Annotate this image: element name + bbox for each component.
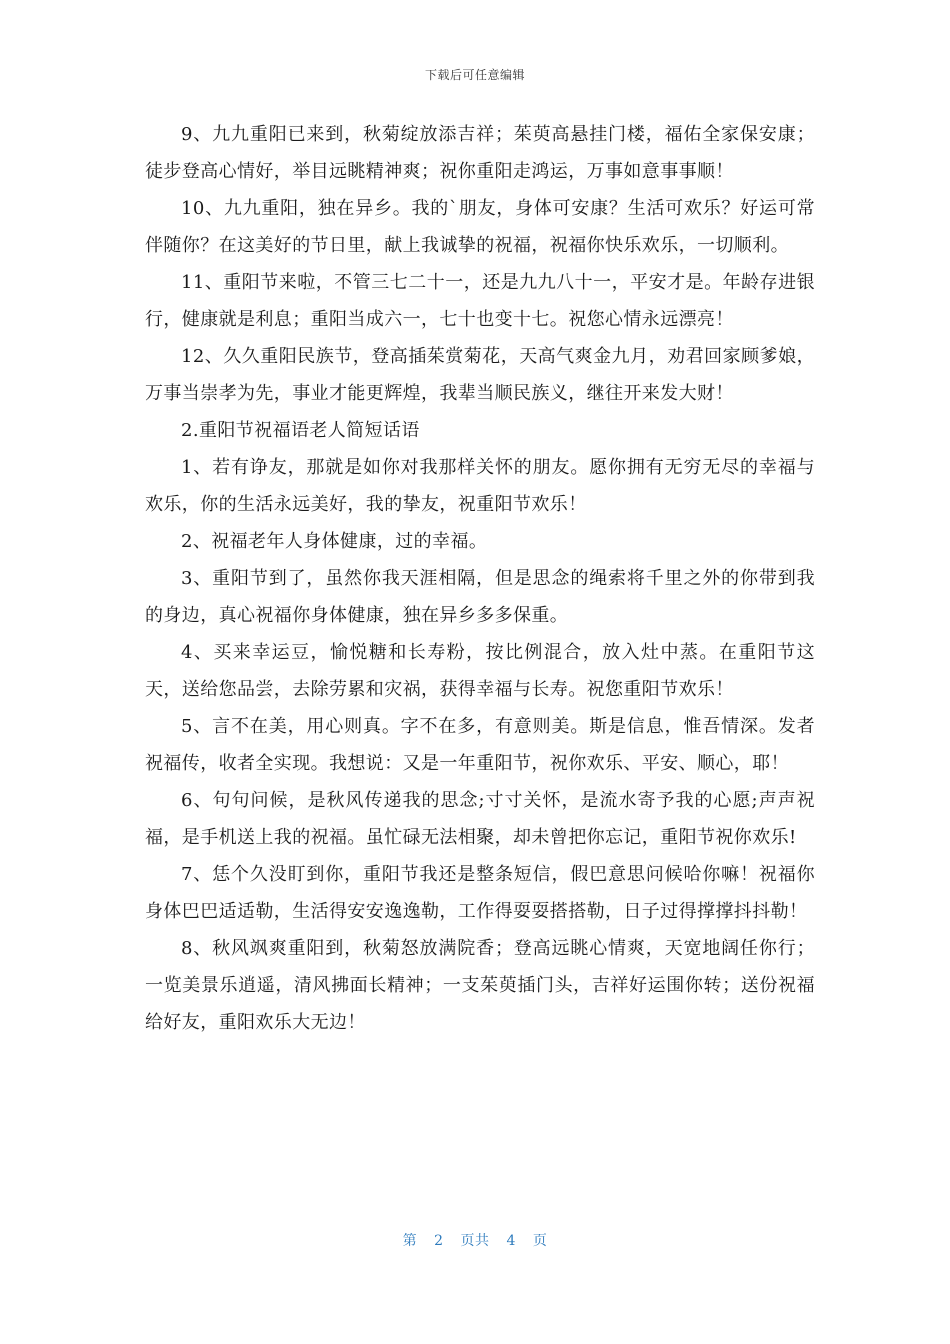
paragraph: 1、若有诤友，那就是如你对我那样关怀的朋友。愿你拥有无穷无尽的幸福与欢乐，你的生活永远美好，我的挚友，祝重阳节欢乐！ <box>145 457 815 515</box>
paragraph: 2、祝福老年人身体健康，过的幸福。 <box>181 531 488 552</box>
paragraph: 5、言不在美，用心则真。字不在多，有意则美。斯是信息，惟吾情深。发者祝福传，收者全实现。我想说：又是一年重阳节，祝你欢乐、平安、顺心，耶！ <box>145 716 815 774</box>
footer-prefix: 第 <box>402 1233 418 1249</box>
document-body <box>145 116 815 1041</box>
footer-middle: 页共 <box>460 1233 490 1249</box>
current-page-number: 2 <box>434 1233 444 1249</box>
paragraph: 3、重阳节到了，虽然你我天涯相隔，但是思念的绳索将千里之外的你带到我的身边，真心祝福你身体健康，独在异乡多多保重。 <box>145 568 815 626</box>
paragraph: 7、恁个久没盯到你，重阳节我还是整条短信，假巴意思问候哈你嘛！祝福你身体巴巴适适勒，生活得安安逸逸勒，工作得耍耍搭搭勒，日子过得撑撑抖抖勒！ <box>145 864 815 922</box>
paragraph: 12、久久重阳民族节，登高插茱赏菊花，天高气爽金九月，劝君回家顾爹娘，万事当崇孝为先，事业才能更辉煌，我辈当顺民族义，继往开来发大财！ <box>145 346 815 404</box>
page-header: 下载后可任意编辑 <box>424 68 525 82</box>
paragraph: 8、秋风飒爽重阳到，秋菊怒放满院香；登高远眺心情爽，天宽地阔任你行；一览美景乐逍遥，清风拂面长精神；一支茱萸插门头，吉祥好运围你转；送份祝福给好友，重阳欢乐大无边！ <box>145 938 815 1033</box>
page-footer <box>0 1230 950 1250</box>
total-page-number: 4 <box>506 1233 516 1249</box>
paragraph: 10、九九重阳，独在异乡。我的`朋友，身体可安康？生活可欢乐？好运可常伴随你？在这美好的节日里，献上我诚挚的祝福，祝福你快乐欢乐，一切顺利。 <box>145 198 815 256</box>
paragraph: 11、重阳节来啦，不管三七二十一，还是九九八十一，平安才是。年龄存进银行，健康就是利息；重阳当成六一，七十也变十七。祝您心情永远漂亮！ <box>145 272 815 330</box>
paragraph: 4、买来幸运豆，愉悦糖和长寿粉，按比例混合，放入灶中蒸。在重阳节这天，送给您品尝，去除劳累和灾祸，获得幸福与长寿。祝您重阳节欢乐！ <box>145 642 815 700</box>
paragraph: 6、句句问候，是秋风传递我的思念;寸寸关怀，是流水寄予我的心愿;声声祝福，是手机送上我的祝福。虽忙碌无法相聚，却未曾把你忘记，重阳节祝你欢乐! <box>145 790 815 848</box>
footer-suffix: 页 <box>532 1233 548 1249</box>
section-heading: 2.重阳节祝福语老人简短话语 <box>181 420 420 441</box>
paragraph: 9、九九重阳已来到，秋菊绽放添吉祥；茱萸高悬挂门楼，福佑全家保安康；徒步登高心情好，举目远眺精神爽；祝你重阳走鸿运，万事如意事事顺！ <box>145 124 815 182</box>
